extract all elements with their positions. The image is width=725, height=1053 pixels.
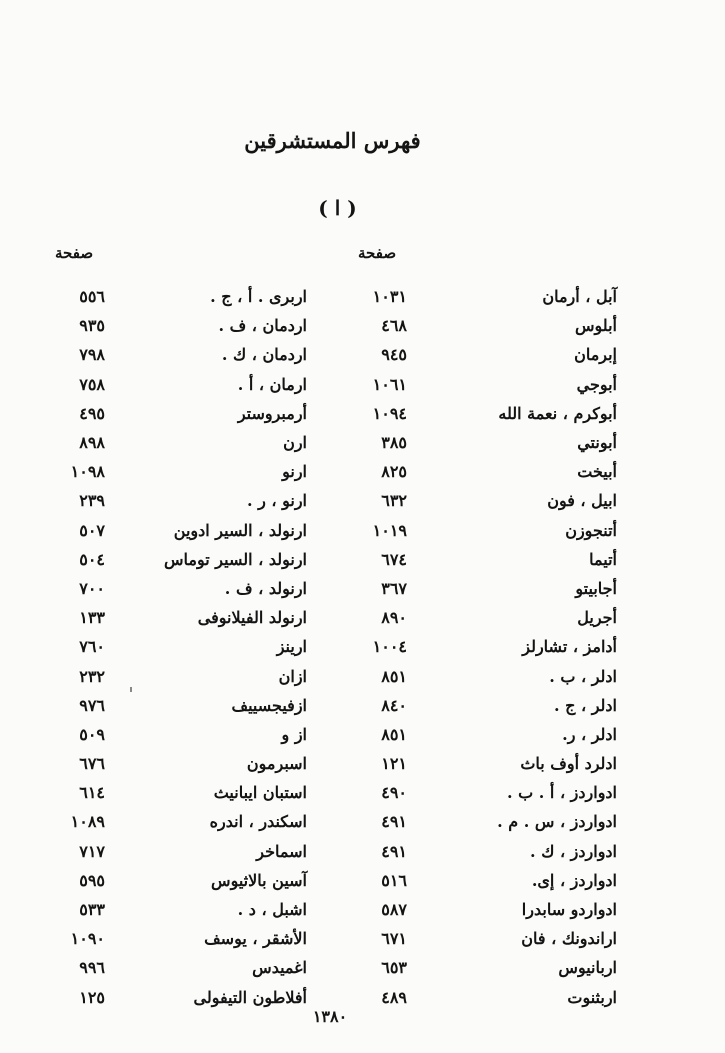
- entry-page: ٨٢٥: [381, 462, 407, 482]
- entry-name: ارنولد الفيلانوفى: [197, 608, 307, 628]
- entry-page: ٣٨٥: [381, 433, 407, 453]
- entry-name: ادواردز ، س . م .: [497, 812, 617, 832]
- entry-name: ارنو: [282, 462, 307, 482]
- entry-name: اردمان ، ف .: [218, 316, 307, 336]
- entry-page: ٧١٧: [79, 841, 105, 861]
- scan-speck: [130, 687, 132, 692]
- index-entry: [355, 486, 617, 515]
- entry-page: ٤٩٥: [79, 403, 105, 423]
- entry-page: ٥٥٦: [79, 287, 105, 307]
- index-entry: [45, 778, 307, 807]
- entry-page: ٤٩٠: [381, 783, 407, 803]
- entry-page: ٥١٦: [381, 870, 407, 890]
- index-entry: [45, 837, 307, 866]
- entry-page: ٨٩٨: [79, 433, 105, 453]
- entry-name: أدامز ، تشارلز: [522, 637, 617, 657]
- index-entry: [355, 457, 617, 486]
- index-entry: [45, 866, 307, 895]
- section-letter-heading: ( ا ): [318, 196, 357, 220]
- entry-page: ٤٨٩: [381, 987, 407, 1007]
- index-entry: [355, 691, 617, 720]
- entry-page: ٧٥٨: [79, 374, 105, 394]
- index-entry: [355, 749, 617, 778]
- index-entry: [355, 837, 617, 866]
- entry-name: ارينز: [276, 637, 307, 657]
- index-entry: [45, 311, 307, 340]
- index-entry: [355, 603, 617, 632]
- index-entry: [45, 457, 307, 486]
- entry-name: ادلر ، ج .: [553, 695, 617, 715]
- entry-page: ٨٥١: [381, 666, 407, 686]
- page-title: فهرس المستشرقين: [244, 128, 421, 153]
- index-entry: [355, 311, 617, 340]
- index-entry: [355, 340, 617, 369]
- entry-name: آبل ، أرمان: [542, 287, 617, 307]
- index-entry: [45, 486, 307, 515]
- index-entry: [45, 545, 307, 574]
- entry-page: ٨٤٠: [381, 695, 407, 715]
- index-entry: [355, 953, 617, 982]
- entry-name: ارمان ، أ .: [237, 374, 307, 394]
- entry-page: ٥٠٤: [79, 549, 105, 569]
- entry-page: ٦٧١: [381, 929, 407, 949]
- index-entry: [355, 720, 617, 749]
- index-entry: [355, 428, 617, 457]
- entry-page: ٢٣٢: [79, 666, 105, 686]
- entry-name: أجابيتو: [575, 578, 617, 598]
- entry-name: أجريل: [577, 608, 617, 628]
- entry-name: اربرى . أ ، ج .: [210, 287, 307, 307]
- entry-name: اسكندر ، اندره: [209, 812, 307, 832]
- entry-name: ازفيجسييف: [231, 695, 307, 715]
- index-entry: [355, 399, 617, 428]
- entry-page: ١٠٩٠: [70, 929, 105, 949]
- index-entry: [45, 340, 307, 369]
- index-entry: [45, 399, 307, 428]
- entry-page: ١٠٨٩: [70, 812, 105, 832]
- index-entry: [45, 603, 307, 632]
- index-entry: [355, 778, 617, 807]
- entry-name: ازان: [278, 666, 307, 686]
- page-number: ١٣٨٠: [312, 1007, 348, 1026]
- entry-name: ادواردز ، إى.: [531, 870, 617, 890]
- index-entry: [355, 807, 617, 836]
- entry-name: إبرمان: [574, 345, 617, 365]
- entry-page: ١٠٩٤: [372, 403, 407, 423]
- entry-page: ٦١٤: [79, 783, 105, 803]
- entry-page: ١٠٣١: [372, 287, 407, 307]
- entry-name: أبوكرم ، نعمة الله: [498, 403, 617, 423]
- entry-name: أرمبروستر: [237, 403, 307, 423]
- index-entry: [45, 516, 307, 545]
- entry-name: ادواردز ، ك .: [530, 841, 617, 861]
- entry-name: أتيما: [589, 549, 617, 569]
- entry-name: أبوجي: [576, 374, 617, 394]
- index-entry: [355, 895, 617, 924]
- entry-name: اردمان ، ك .: [221, 345, 307, 365]
- left-index-column: [45, 282, 307, 1012]
- entry-page: ٦٣٢: [381, 491, 407, 511]
- index-entry: [45, 953, 307, 982]
- right-page-column-header: صفحة: [358, 244, 397, 262]
- entry-page: ٨٩٠: [381, 608, 407, 628]
- index-entry: [45, 632, 307, 661]
- left-page-column-header: صفحة: [55, 244, 94, 262]
- entry-name: ادلرد أوف باث: [520, 754, 617, 774]
- entry-page: ١٠٩٨: [70, 462, 105, 482]
- entry-name: أبونتي: [577, 433, 617, 453]
- entry-name: ادواردز ، أ . ب .: [507, 783, 617, 803]
- index-entry: [355, 866, 617, 895]
- entry-name: ارنولد ، ف .: [224, 578, 307, 598]
- index-entry: [45, 895, 307, 924]
- index-entry: [355, 924, 617, 953]
- entry-name: ادلر ، ر.: [562, 724, 617, 744]
- entry-name: ارن: [283, 433, 307, 453]
- entry-name: اسماخر: [256, 841, 307, 861]
- entry-name: ابيل ، فون: [547, 491, 617, 511]
- index-entry: [355, 632, 617, 661]
- entry-name: ارنو ، ر .: [246, 491, 307, 511]
- index-entry: [45, 661, 307, 690]
- index-entry: [355, 370, 617, 399]
- entry-page: ٨٥١: [381, 724, 407, 744]
- index-entry: [45, 428, 307, 457]
- entry-name: ادلر ، ب .: [549, 666, 617, 686]
- entry-name: ارنولد ، السير ادوين: [173, 520, 307, 540]
- index-entry: [45, 924, 307, 953]
- entry-page: ١٢٥: [79, 987, 105, 1007]
- right-index-column: [355, 282, 617, 1012]
- entry-page: ٥٨٧: [381, 900, 407, 920]
- index-entry: [355, 282, 617, 311]
- entry-name: ادواردو سابدرا: [521, 900, 617, 920]
- entry-page: ٣٦٧: [381, 578, 407, 598]
- entry-page: ٥٠٩: [79, 724, 105, 744]
- index-entry: [355, 574, 617, 603]
- entry-page: ١٠٦١: [372, 374, 407, 394]
- entry-page: ٥٣٣: [79, 900, 105, 920]
- index-entry: [45, 720, 307, 749]
- entry-name: اربانيوس: [558, 958, 617, 978]
- index-entry: [45, 691, 307, 720]
- entry-name: اشبل ، د .: [237, 900, 307, 920]
- entry-page: ٤٦٨: [381, 316, 407, 336]
- entry-page: ٩٣٥: [79, 316, 105, 336]
- entry-name: آسين بالاثيوس: [211, 870, 307, 890]
- entry-page: ١٢١: [381, 754, 407, 774]
- entry-name: استبان ايبانيث: [213, 783, 307, 803]
- entry-name: از و: [281, 724, 307, 744]
- index-entry: [45, 749, 307, 778]
- entry-page: ٦٥٣: [381, 958, 407, 978]
- index-entry: [45, 282, 307, 311]
- entry-name: أبلوس: [575, 316, 617, 336]
- entry-page: ٦٧٤: [381, 549, 407, 569]
- entry-page: ٤٩١: [381, 812, 407, 832]
- entry-name: اغميدس: [252, 958, 307, 978]
- index-entry: [355, 661, 617, 690]
- entry-page: ٢٣٩: [79, 491, 105, 511]
- entry-page: ٦٧٦: [79, 754, 105, 774]
- entry-page: ٤٩١: [381, 841, 407, 861]
- entry-page: ٥٩٥: [79, 870, 105, 890]
- entry-page: ٧٦٠: [79, 637, 105, 657]
- entry-page: ١٠١٩: [372, 520, 407, 540]
- entry-page: ٩٩٦: [79, 958, 105, 978]
- entry-page: ١٠٠٤: [372, 637, 407, 657]
- entry-name: اسبرمون: [246, 754, 307, 774]
- entry-name: أبيخت: [577, 462, 617, 482]
- index-entry: [45, 807, 307, 836]
- entry-name: أفلاطون التيفولى: [193, 987, 307, 1007]
- entry-name: أتنجوزن: [565, 520, 617, 540]
- entry-name: اربثنوت: [567, 987, 617, 1007]
- entry-page: ٧٠٠: [79, 578, 105, 598]
- index-entry: [355, 545, 617, 574]
- index-entry: [45, 574, 307, 603]
- entry-name: الأشقر ، يوسف: [204, 929, 307, 949]
- entry-page: ٧٩٨: [79, 345, 105, 365]
- entry-page: ٥٠٧: [79, 520, 105, 540]
- entry-name: ارنولد ، السير توماس: [164, 549, 307, 569]
- index-entry: [45, 370, 307, 399]
- entry-page: ٩٤٥: [381, 345, 407, 365]
- entry-page: ١٣٣: [79, 608, 105, 628]
- entry-page: ٩٧٦: [79, 695, 105, 715]
- index-entry: [355, 516, 617, 545]
- entry-name: اراندونك ، فان: [521, 929, 617, 949]
